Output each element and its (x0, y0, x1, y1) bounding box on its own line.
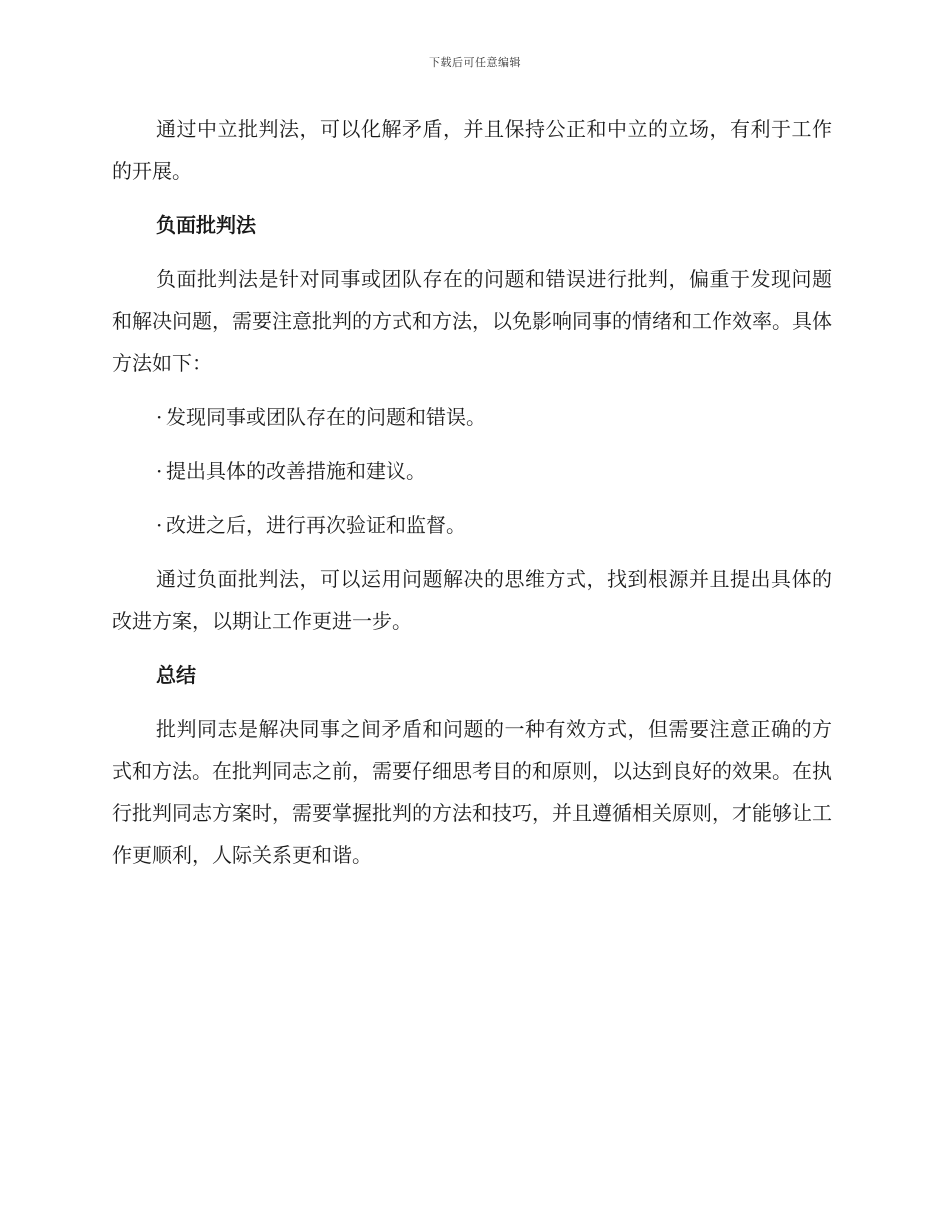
section-heading-negative-criticism: 负面批判法 (156, 213, 256, 237)
paragraph-conclusion: 批判同志是解决同事之间矛盾和问题的一种有效方式，但需要注意正确的方式和方法。在批判同志之前，需要仔细思考目的和原则，以达到良好的效果。在执行批判同志方案时，需要掌握批判的方法和技巧，并且遵循相关原则，才能够让工作更顺利，人际关系更和谐。 (112, 717, 832, 867)
section-heading-summary: 总结 (156, 663, 196, 687)
bullet-marker: · (156, 513, 163, 537)
document-body (112, 108, 832, 888)
header-note: 下载后可任意编辑 (429, 56, 521, 69)
paragraph-negative-criticism-intro: 负面批判法是针对同事或团队存在的问题和错误进行批判，偏重于发现问题和解决问题，需要注意批判的方式和方法，以免影响同事的情绪和工作效率。具体方法如下： (112, 267, 832, 375)
paragraph-neutral-criticism-summary: 通过中立批判法，可以化解矛盾，并且保持公正和中立的立场，有利于工作的开展。 (112, 117, 832, 183)
list-item-text: 提出具体的改善措施和建议。 (166, 459, 426, 483)
list-item-text: 发现同事或团队存在的问题和错误。 (166, 405, 486, 429)
list-item (156, 396, 832, 438)
bullet-marker: · (156, 459, 163, 483)
list-item (156, 504, 832, 546)
paragraph-negative-criticism-summary: 通过负面批判法，可以运用问题解决的思维方式，找到根源并且提出具体的改进方案，以期让工作更进一步。 (112, 567, 832, 633)
list-item (156, 450, 832, 492)
list-item-text: 改进之后，进行再次验证和监督。 (166, 513, 466, 537)
bullet-marker: · (156, 405, 163, 429)
